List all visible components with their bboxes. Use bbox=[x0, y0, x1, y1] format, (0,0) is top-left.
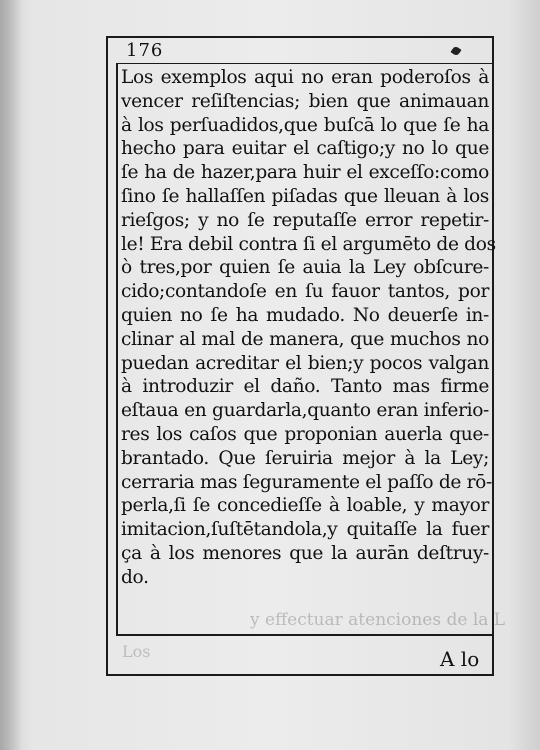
bleed-through-word: Los bbox=[122, 642, 151, 661]
text-line: ſino ſe hallaſſen piſadas que lleuan à los bbox=[121, 185, 489, 207]
text-line: le! Era debil contra ſi el argumēto de dos bbox=[121, 233, 496, 255]
text-line: ça à los menores que la aurān deſtruy- bbox=[121, 542, 489, 564]
body-text bbox=[121, 66, 496, 590]
text-line: perla,ſi ſe concedieſſe à loable, y mayor bbox=[121, 495, 489, 517]
gutter-shadow bbox=[0, 0, 22, 750]
text-line: eſtaua en guardarla,quanto eran inferio- bbox=[121, 400, 489, 422]
text-line: à los perſuadidos,que buſcā lo que ſe ha bbox=[121, 114, 489, 136]
text-line: cerraria mas ſeguramente el paſſo de rō- bbox=[121, 471, 492, 493]
text-line: clinar al mal de manera, que muchos no bbox=[121, 328, 489, 350]
text-line: ò tres,por quien ſe auia la Ley obſcure- bbox=[121, 257, 489, 279]
text-line: rieſgos; y no ſe reputaſſe error repetir- bbox=[121, 209, 489, 231]
text-line: res los caſos que proponian auerla que- bbox=[121, 423, 489, 445]
catchword: A lo bbox=[440, 647, 480, 671]
text-line: cido;contandoſe en ſu fauor tantos, por bbox=[121, 281, 489, 303]
text-line: ſe ha de hazer,para huir el exceſſo:como bbox=[121, 162, 489, 184]
bleed-through-text: y effectuar atenciones de la L bbox=[250, 610, 506, 630]
text-line: do. bbox=[121, 566, 149, 588]
text-line: Los exemplos aqui no eran poderoſos à bbox=[121, 67, 489, 88]
text-line: à introduzir el daño. Tanto mas firme bbox=[121, 376, 489, 398]
text-line: hecho para euitar el caſtigo;y no lo que bbox=[121, 138, 489, 160]
page-number: 176 bbox=[126, 40, 164, 61]
text-line: quien no ſe ha mudado. No deuerſe in- bbox=[121, 304, 489, 326]
text-line: imitacion,ſuſtētandola,y quitaſſe la fuer bbox=[121, 519, 489, 541]
text-line: vencer reſiſtencias; bien que animauan bbox=[121, 90, 489, 112]
text-line: puedan acreditar el bien;y pocos valgan bbox=[121, 352, 489, 374]
text-line: brantado. Que ſeruiria mejor à la Ley; bbox=[121, 447, 489, 469]
